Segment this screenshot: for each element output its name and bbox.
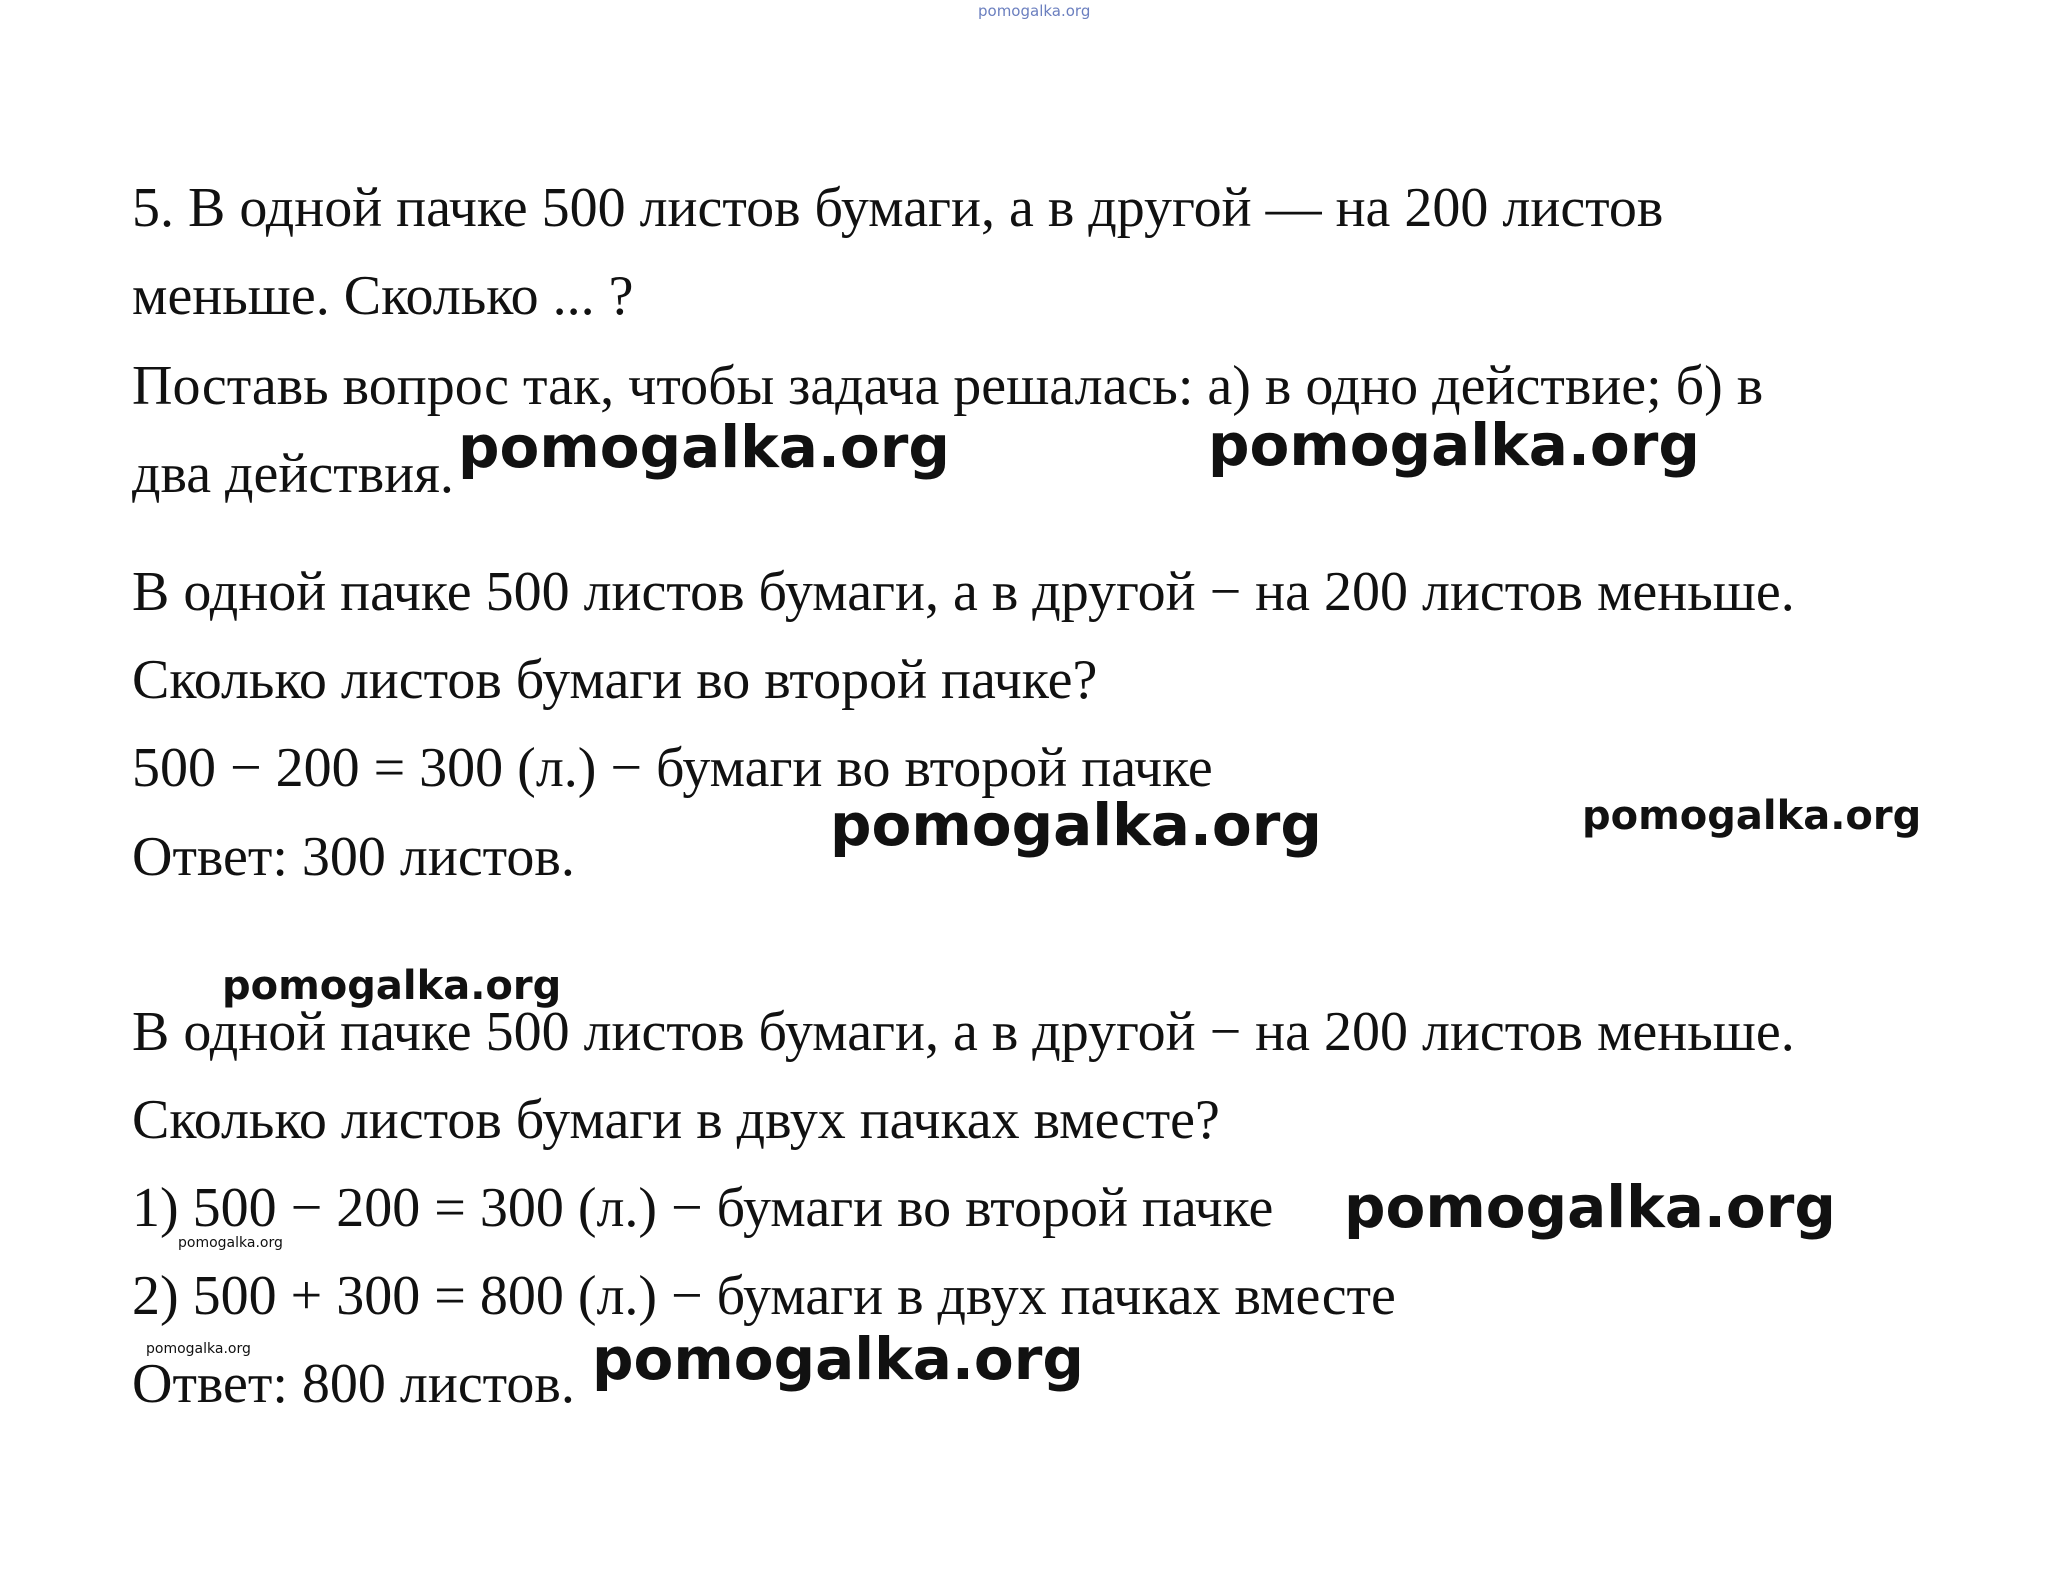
solution-b-answer: Ответ: 800 листов. bbox=[132, 1353, 575, 1415]
solution-b-question: Сколько листов бумаги в двух пачках вместе? bbox=[132, 1089, 1220, 1151]
task-line-1: 5. В одной пачке 500 листов бумаги, а в другой — на 200 листов bbox=[132, 177, 1664, 239]
watermark-logo: pomogalka.org bbox=[178, 1235, 283, 1251]
task-line-2: меньше. Сколько ... ? bbox=[132, 265, 634, 327]
watermark-logo: pomogalka.org bbox=[592, 1325, 1084, 1393]
solution-b-condition: В одной пачке 500 листов бумаги, а в другой − на 200 листов меньше. bbox=[132, 1001, 1795, 1063]
task-line-3: Поставь вопрос так, чтобы задача решалась: а) в одно действие; б) в bbox=[132, 355, 1764, 417]
solution-b-step-1: 1) 500 − 200 = 300 (л.) − бумаги во второй пачке bbox=[132, 1177, 1274, 1239]
solution-a-condition: В одной пачке 500 листов бумаги, а в другой − на 200 листов меньше. bbox=[132, 561, 1795, 623]
watermark-logo: pomogalka.org bbox=[830, 791, 1322, 859]
solution-a-step: 500 − 200 = 300 (л.) − бумаги во второй пачке bbox=[132, 737, 1213, 799]
watermark-logo: pomogalka.org bbox=[222, 963, 562, 1009]
watermark-top: pomogalka.org bbox=[978, 2, 1091, 20]
watermark-logo: pomogalka.org bbox=[1208, 411, 1700, 479]
solution-a-answer: Ответ: 300 листов. bbox=[132, 826, 575, 888]
watermark-logo: pomogalka.org bbox=[1582, 793, 1922, 839]
task-line-4: два действия. bbox=[132, 443, 454, 505]
watermark-logo: pomogalka.org bbox=[458, 413, 950, 481]
watermark-logo: pomogalka.org bbox=[1344, 1173, 1836, 1241]
solution-b-step-2: 2) 500 + 300 = 800 (л.) − бумаги в двух пачках вместе bbox=[132, 1265, 1396, 1327]
watermark-logo: pomogalka.org bbox=[146, 1341, 251, 1357]
solution-a-question: Сколько листов бумаги во второй пачке? bbox=[132, 649, 1098, 711]
